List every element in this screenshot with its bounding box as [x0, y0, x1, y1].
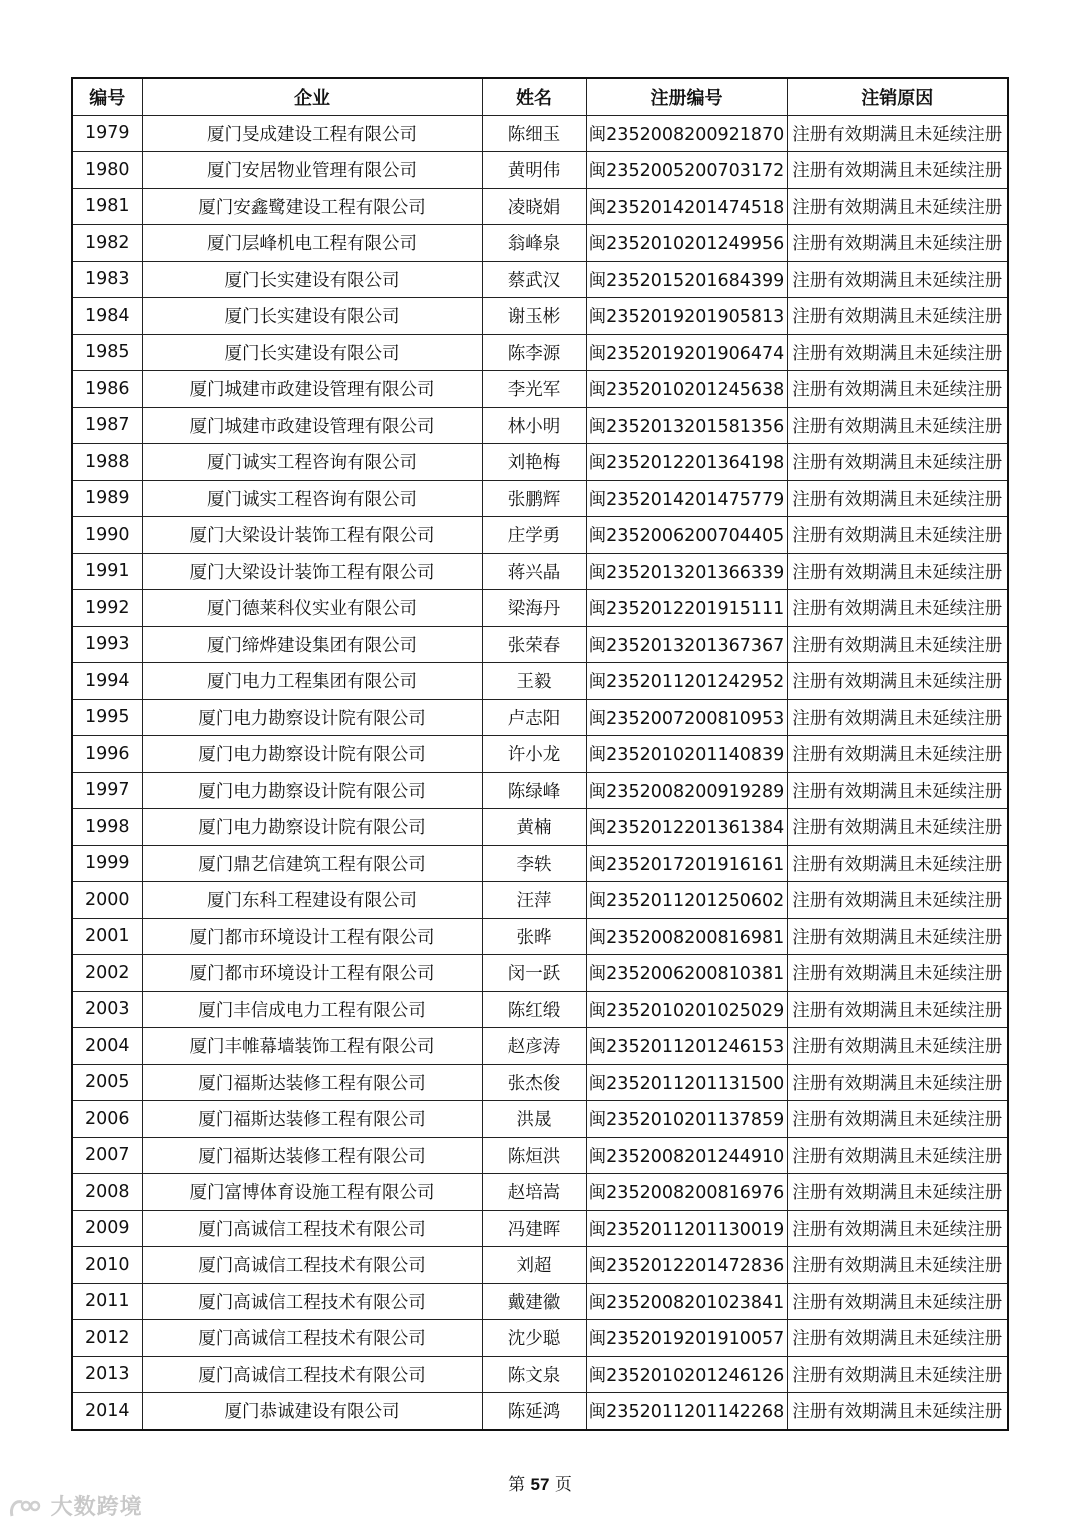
col-header-reason: 注销原因	[787, 78, 1008, 115]
cell-registration-number: 闽2352010201025029	[586, 991, 787, 1028]
table-row	[72, 663, 1008, 700]
cell-number: 1987	[72, 407, 142, 444]
cell-number: 1999	[72, 845, 142, 882]
cell-registration-number: 闽2352017201916161	[586, 845, 787, 882]
cell-registration-number: 闽2352019201905813	[586, 298, 787, 335]
cell-company: 厦门长实建设有限公司	[142, 334, 482, 371]
table-row	[72, 845, 1008, 882]
cell-number: 2005	[72, 1064, 142, 1101]
cell-company: 厦门层峰机电工程有限公司	[142, 225, 482, 262]
cell-number: 2010	[72, 1247, 142, 1284]
logo-icon	[8, 1496, 42, 1520]
table-row	[72, 626, 1008, 663]
cell-registration-number: 闽2352019201910057	[586, 1320, 787, 1357]
table-row	[72, 1356, 1008, 1393]
cell-company: 厦门电力勘察设计院有限公司	[142, 699, 482, 736]
table-row	[72, 298, 1008, 335]
cell-reason: 注册有效期满且未延续注册	[787, 626, 1008, 663]
cell-number: 1993	[72, 626, 142, 663]
cell-registration-number: 闽2352008200816976	[586, 1174, 787, 1211]
cell-company: 厦门大梁设计装饰工程有限公司	[142, 553, 482, 590]
page-number: 57	[530, 1475, 550, 1494]
cell-reason: 注册有效期满且未延续注册	[787, 1028, 1008, 1065]
cell-name: 梁海丹	[482, 590, 586, 627]
cell-company: 厦门电力勘察设计院有限公司	[142, 809, 482, 846]
cell-number: 1988	[72, 444, 142, 481]
cell-company: 厦门高诚信工程技术有限公司	[142, 1320, 482, 1357]
cell-registration-number: 闽2352008201244910	[586, 1137, 787, 1174]
cell-number: 2006	[72, 1101, 142, 1138]
cell-reason: 注册有效期满且未延续注册	[787, 809, 1008, 846]
col-header-name: 姓名	[482, 78, 586, 115]
cell-registration-number: 闽2352006200810381	[586, 955, 787, 992]
cell-name: 洪晟	[482, 1101, 586, 1138]
cell-reason: 注册有效期满且未延续注册	[787, 699, 1008, 736]
page-number-footer	[0, 1470, 1080, 1495]
cell-name: 戴建徽	[482, 1283, 586, 1320]
watermark	[8, 1490, 143, 1521]
table-row	[72, 225, 1008, 262]
table-row	[72, 517, 1008, 554]
cell-reason: 注册有效期满且未延续注册	[787, 407, 1008, 444]
cell-company: 厦门高诚信工程技术有限公司	[142, 1283, 482, 1320]
cell-registration-number: 闽2352014201475779	[586, 480, 787, 517]
cell-number: 1986	[72, 371, 142, 408]
cell-registration-number: 闽2352012201361384	[586, 809, 787, 846]
table-row	[72, 261, 1008, 298]
cell-company: 厦门长实建设有限公司	[142, 261, 482, 298]
cell-reason: 注册有效期满且未延续注册	[787, 845, 1008, 882]
cell-registration-number: 闽2352012201472836	[586, 1247, 787, 1284]
cell-number: 1998	[72, 809, 142, 846]
table-row	[72, 1210, 1008, 1247]
cell-registration-number: 闽2352013201366339	[586, 553, 787, 590]
table-body	[72, 115, 1008, 1430]
table-row	[72, 188, 1008, 225]
cell-registration-number: 闽2352008200816981	[586, 918, 787, 955]
cell-company: 厦门高诚信工程技术有限公司	[142, 1356, 482, 1393]
table-row	[72, 1028, 1008, 1065]
cell-registration-number: 闽2352019201906474	[586, 334, 787, 371]
cell-reason: 注册有效期满且未延续注册	[787, 590, 1008, 627]
cell-number: 1985	[72, 334, 142, 371]
cell-reason: 注册有效期满且未延续注册	[787, 1064, 1008, 1101]
cell-registration-number: 闽2352011201130019	[586, 1210, 787, 1247]
cell-company: 厦门城建市政建设管理有限公司	[142, 371, 482, 408]
cell-reason: 注册有效期满且未延续注册	[787, 225, 1008, 262]
table-row	[72, 444, 1008, 481]
cell-name: 沈少聪	[482, 1320, 586, 1357]
table-row	[72, 1393, 1008, 1430]
cell-company: 厦门电力勘察设计院有限公司	[142, 772, 482, 809]
cell-number: 1980	[72, 152, 142, 189]
cell-reason: 注册有效期满且未延续注册	[787, 480, 1008, 517]
cell-name: 凌晓娟	[482, 188, 586, 225]
cell-number: 2007	[72, 1137, 142, 1174]
table-row	[72, 991, 1008, 1028]
cell-number: 1991	[72, 553, 142, 590]
cell-company: 厦门安居物业管理有限公司	[142, 152, 482, 189]
cell-reason: 注册有效期满且未延续注册	[787, 772, 1008, 809]
cell-name: 陈细玉	[482, 115, 586, 152]
table-row	[72, 699, 1008, 736]
cell-registration-number: 闽2352007200810953	[586, 699, 787, 736]
cell-name: 张荣春	[482, 626, 586, 663]
cell-name: 闵一跃	[482, 955, 586, 992]
cell-company: 厦门丰信成电力工程有限公司	[142, 991, 482, 1028]
cell-reason: 注册有效期满且未延续注册	[787, 334, 1008, 371]
cell-number: 2003	[72, 991, 142, 1028]
cell-name: 陈绿峰	[482, 772, 586, 809]
cell-number: 2002	[72, 955, 142, 992]
cell-company: 厦门安鑫鹭建设工程有限公司	[142, 188, 482, 225]
cell-number: 1981	[72, 188, 142, 225]
table-header	[72, 78, 1008, 115]
cell-reason: 注册有效期满且未延续注册	[787, 1283, 1008, 1320]
header-row	[72, 78, 1008, 115]
cell-company: 厦门电力勘察设计院有限公司	[142, 736, 482, 773]
cell-name: 汪萍	[482, 882, 586, 919]
table-row	[72, 115, 1008, 152]
cell-reason: 注册有效期满且未延续注册	[787, 918, 1008, 955]
col-header-registration-number: 注册编号	[586, 78, 787, 115]
cell-registration-number: 闽2352013201581356	[586, 407, 787, 444]
cell-company: 厦门电力工程集团有限公司	[142, 663, 482, 700]
cell-company: 厦门大梁设计装饰工程有限公司	[142, 517, 482, 554]
cell-number: 1995	[72, 699, 142, 736]
cell-reason: 注册有效期满且未延续注册	[787, 371, 1008, 408]
cell-company: 厦门都市环境设计工程有限公司	[142, 918, 482, 955]
cell-company: 厦门城建市政建设管理有限公司	[142, 407, 482, 444]
cell-reason: 注册有效期满且未延续注册	[787, 444, 1008, 481]
cell-number: 1989	[72, 480, 142, 517]
cell-number: 2012	[72, 1320, 142, 1357]
cell-name: 张晔	[482, 918, 586, 955]
cell-reason: 注册有效期满且未延续注册	[787, 882, 1008, 919]
cell-number: 1979	[72, 115, 142, 152]
cell-reason: 注册有效期满且未延续注册	[787, 991, 1008, 1028]
table-row	[72, 553, 1008, 590]
cell-name: 赵彦涛	[482, 1028, 586, 1065]
cell-number: 2000	[72, 882, 142, 919]
cell-name: 张鹏辉	[482, 480, 586, 517]
cell-name: 李光军	[482, 371, 586, 408]
cell-reason: 注册有效期满且未延续注册	[787, 1210, 1008, 1247]
watermark-text: 大数跨境	[50, 1495, 143, 1520]
table-row	[72, 152, 1008, 189]
table-row	[72, 736, 1008, 773]
table-row	[72, 1064, 1008, 1101]
cell-number: 2009	[72, 1210, 142, 1247]
cell-reason: 注册有效期满且未延续注册	[787, 1393, 1008, 1430]
cell-registration-number: 闽2352005200703172	[586, 152, 787, 189]
cell-registration-number: 闽2352010201245638	[586, 371, 787, 408]
cell-reason: 注册有效期满且未延续注册	[787, 955, 1008, 992]
table-row	[72, 1174, 1008, 1211]
table-row	[72, 407, 1008, 444]
cell-company: 厦门福斯达装修工程有限公司	[142, 1064, 482, 1101]
table-row	[72, 772, 1008, 809]
cell-name: 许小龙	[482, 736, 586, 773]
cell-company: 厦门高诚信工程技术有限公司	[142, 1247, 482, 1284]
cell-name: 庄学勇	[482, 517, 586, 554]
cell-company: 厦门旻成建设工程有限公司	[142, 115, 482, 152]
cell-name: 陈李源	[482, 334, 586, 371]
cell-number: 2001	[72, 918, 142, 955]
cell-name: 陈烜洪	[482, 1137, 586, 1174]
cell-number: 1996	[72, 736, 142, 773]
table-row	[72, 1101, 1008, 1138]
cell-company: 厦门富博体育设施工程有限公司	[142, 1174, 482, 1211]
cell-registration-number: 闽2352008200921870	[586, 115, 787, 152]
cell-reason: 注册有效期满且未延续注册	[787, 1356, 1008, 1393]
cell-reason: 注册有效期满且未延续注册	[787, 517, 1008, 554]
table-row	[72, 371, 1008, 408]
cell-name: 谢玉彬	[482, 298, 586, 335]
cell-number: 1992	[72, 590, 142, 627]
cell-name: 卢志阳	[482, 699, 586, 736]
cell-company: 厦门福斯达装修工程有限公司	[142, 1137, 482, 1174]
cell-reason: 注册有效期满且未延续注册	[787, 1247, 1008, 1284]
cell-number: 1982	[72, 225, 142, 262]
cell-registration-number: 闽2352008200919289	[586, 772, 787, 809]
cell-registration-number: 闽2352011201142268	[586, 1393, 787, 1430]
cell-number: 1983	[72, 261, 142, 298]
cell-reason: 注册有效期满且未延续注册	[787, 298, 1008, 335]
cell-number: 1984	[72, 298, 142, 335]
cell-company: 厦门福斯达装修工程有限公司	[142, 1101, 482, 1138]
table-row	[72, 1137, 1008, 1174]
cell-registration-number: 闽2352010201140839	[586, 736, 787, 773]
cell-reason: 注册有效期满且未延续注册	[787, 261, 1008, 298]
col-header-number: 编号	[72, 78, 142, 115]
page-prefix: 第	[508, 1475, 526, 1495]
cell-number: 2011	[72, 1283, 142, 1320]
cell-name: 蒋兴晶	[482, 553, 586, 590]
cell-registration-number: 闽2352010201246126	[586, 1356, 787, 1393]
cell-name: 陈红缎	[482, 991, 586, 1028]
cell-reason: 注册有效期满且未延续注册	[787, 188, 1008, 225]
cell-reason: 注册有效期满且未延续注册	[787, 1320, 1008, 1357]
cell-name: 黄楠	[482, 809, 586, 846]
cell-number: 1997	[72, 772, 142, 809]
cell-reason: 注册有效期满且未延续注册	[787, 736, 1008, 773]
cell-company: 厦门鼎艺信建筑工程有限公司	[142, 845, 482, 882]
cell-name: 王毅	[482, 663, 586, 700]
table-row	[72, 334, 1008, 371]
cell-reason: 注册有效期满且未延续注册	[787, 115, 1008, 152]
cell-number: 2013	[72, 1356, 142, 1393]
cell-name: 张杰俊	[482, 1064, 586, 1101]
table-row	[72, 882, 1008, 919]
cell-company: 厦门高诚信工程技术有限公司	[142, 1210, 482, 1247]
cell-name: 林小明	[482, 407, 586, 444]
cell-company: 厦门长实建设有限公司	[142, 298, 482, 335]
table-row	[72, 480, 1008, 517]
cell-company: 厦门丰帷幕墙装饰工程有限公司	[142, 1028, 482, 1065]
cell-number: 1994	[72, 663, 142, 700]
cell-registration-number: 闽2352011201246153	[586, 1028, 787, 1065]
table-row	[72, 955, 1008, 992]
cell-number: 2008	[72, 1174, 142, 1211]
page-suffix: 页	[554, 1475, 572, 1495]
cell-registration-number: 闽2352012201364198	[586, 444, 787, 481]
cell-registration-number: 闽2352011201242952	[586, 663, 787, 700]
table-row	[72, 1283, 1008, 1320]
cell-number: 2004	[72, 1028, 142, 1065]
cell-name: 黄明伟	[482, 152, 586, 189]
cell-name: 李轶	[482, 845, 586, 882]
cell-registration-number: 闽2352014201474518	[586, 188, 787, 225]
cell-registration-number: 闽2352011201131500	[586, 1064, 787, 1101]
cell-name: 陈文泉	[482, 1356, 586, 1393]
cell-company: 厦门东科工程建设有限公司	[142, 882, 482, 919]
cell-name: 蔡武汉	[482, 261, 586, 298]
cell-company: 厦门德莱科仪实业有限公司	[142, 590, 482, 627]
cell-company: 厦门缔烨建设集团有限公司	[142, 626, 482, 663]
cell-registration-number: 闽2352008201023841	[586, 1283, 787, 1320]
cell-registration-number: 闽2352010201249956	[586, 225, 787, 262]
cell-name: 陈延鸿	[482, 1393, 586, 1430]
cell-reason: 注册有效期满且未延续注册	[787, 1174, 1008, 1211]
cell-reason: 注册有效期满且未延续注册	[787, 663, 1008, 700]
cell-reason: 注册有效期满且未延续注册	[787, 1137, 1008, 1174]
cell-company: 厦门都市环境设计工程有限公司	[142, 955, 482, 992]
cell-name: 刘超	[482, 1247, 586, 1284]
cell-reason: 注册有效期满且未延续注册	[787, 1101, 1008, 1138]
cell-reason: 注册有效期满且未延续注册	[787, 152, 1008, 189]
table-row	[72, 918, 1008, 955]
cell-registration-number: 闽2352010201137859	[586, 1101, 787, 1138]
cell-registration-number: 闽2352015201684399	[586, 261, 787, 298]
cell-number: 1990	[72, 517, 142, 554]
cell-name: 冯建晖	[482, 1210, 586, 1247]
cell-reason: 注册有效期满且未延续注册	[787, 553, 1008, 590]
cell-name: 刘艳梅	[482, 444, 586, 481]
cell-registration-number: 闽2352013201367367	[586, 626, 787, 663]
cell-registration-number: 闽2352011201250602	[586, 882, 787, 919]
table-row	[72, 1320, 1008, 1357]
cell-registration-number: 闽2352012201915111	[586, 590, 787, 627]
table-row	[72, 809, 1008, 846]
cell-name: 赵培嵩	[482, 1174, 586, 1211]
table-row	[72, 1247, 1008, 1284]
cell-number: 2014	[72, 1393, 142, 1430]
table-row	[72, 590, 1008, 627]
cell-name: 翁峰泉	[482, 225, 586, 262]
deregistration-table	[71, 77, 1009, 1431]
cell-registration-number: 闽2352006200704405	[586, 517, 787, 554]
col-header-company: 企业	[142, 78, 482, 115]
cell-company: 厦门恭诚建设有限公司	[142, 1393, 482, 1430]
cell-company: 厦门诚实工程咨询有限公司	[142, 444, 482, 481]
cell-company: 厦门诚实工程咨询有限公司	[142, 480, 482, 517]
